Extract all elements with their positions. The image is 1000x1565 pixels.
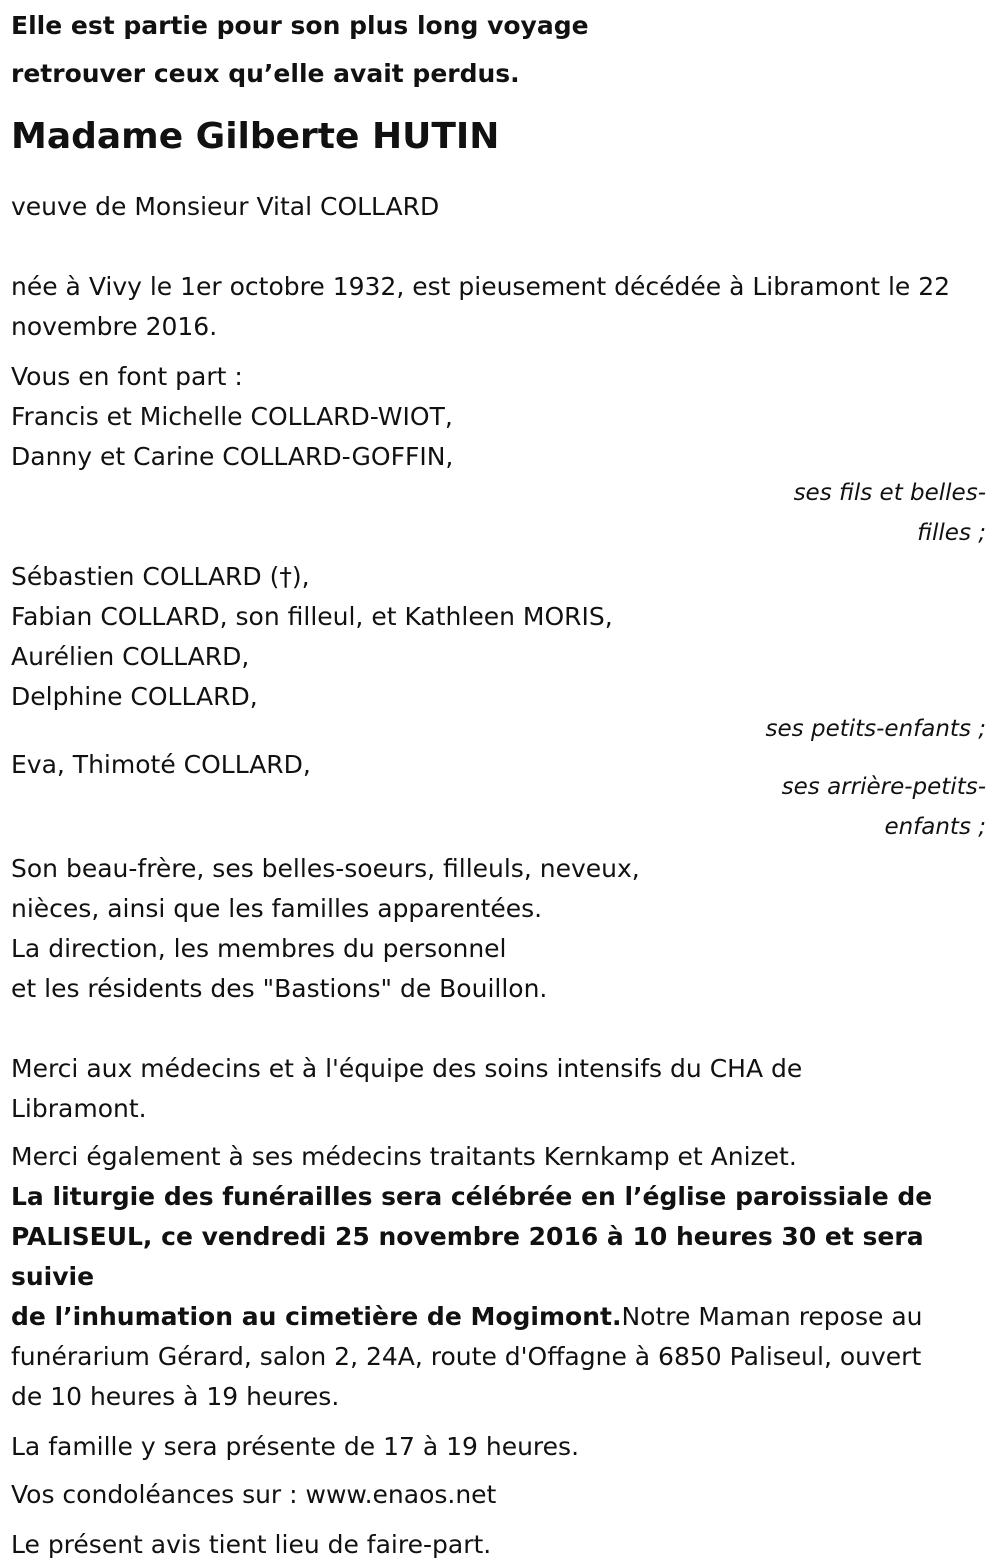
family-presence-line: La famille y sera présente de 17 à 19 heures. xyxy=(11,1432,580,1461)
funeral-line-4: funérarium Gérard, salon 2, 24A, route d'Offagne à 6850 Paliseul, ouvert xyxy=(11,1342,922,1371)
great-grandchildren-relation: ses arrière-petits- enfants ; xyxy=(781,774,986,840)
others-line: Son beau-frère, ses belles-soeurs, filleuls, neveux, xyxy=(11,854,640,883)
funeral-bold-line-1: La liturgie des funérailles sera célébrée en l’église paroissiale de xyxy=(11,1182,933,1211)
announce-line: Vous en font part : xyxy=(11,362,243,391)
birth-death-line-1: née à Vivy le 1er octobre 1932, est pieusement décédée à Libramont le 22 xyxy=(11,272,951,301)
grandchildren-relation: ses petits-enfants ; xyxy=(765,716,986,742)
great-grandchild-item: Eva, Thimoté COLLARD, xyxy=(11,750,311,779)
grandchild-item: Sébastien COLLARD (†), xyxy=(11,562,310,591)
funeral-paragraph xyxy=(11,1177,990,1417)
widow-line: veuve de Monsieur Vital COLLARD xyxy=(11,192,440,221)
others-line: La direction, les membres du personnel xyxy=(11,934,507,963)
thanks-paragraph-1: Merci aux médecins et à l'équipe des soins intensifs du CHA de Libramont. xyxy=(11,1054,803,1123)
intro-verse xyxy=(11,0,990,98)
grandchild-item: Aurélien COLLARD, xyxy=(11,642,250,671)
child-item: Danny et Carine COLLARD-GOFFIN, xyxy=(11,442,454,471)
intro-line-2: retrouver ceux qu’elle avait perdus. xyxy=(11,59,520,88)
others-block xyxy=(11,849,990,1009)
children-relation: ses fils et belles- filles ; xyxy=(793,480,986,546)
funeral-normal-line-3: Notre Maman repose au xyxy=(621,1302,923,1331)
birth-death-line-2: novembre 2016. xyxy=(11,312,218,341)
funeral-line-5: de 10 heures à 19 heures. xyxy=(11,1382,340,1411)
grandchild-item: Fabian COLLARD, son filleul, et Kathleen MORIS, xyxy=(11,602,613,631)
funeral-bold-line-2: PALISEUL, ce vendredi 25 novembre 2016 à 10 heures 30 et sera suivie xyxy=(11,1222,924,1291)
others-line: et les résidents des "Bastions" de Bouillon. xyxy=(11,974,548,1003)
others-line: nièces, ainsi que les familles apparentées. xyxy=(11,894,543,923)
children-block xyxy=(11,397,990,553)
great-grandchildren-block xyxy=(11,745,990,847)
grandchild-item: Delphine COLLARD, xyxy=(11,682,258,711)
birth-death-paragraph xyxy=(11,267,990,347)
thanks-paragraph-2: Merci également à ses médecins traitants Kernkamp et Anizet. xyxy=(11,1142,797,1171)
deceased-name: Madame Gilberte HUTIN xyxy=(11,116,500,157)
notice-line: Le présent avis tient lieu de faire-part. xyxy=(11,1530,492,1559)
condolences-line: Vos condoléances sur : www.enaos.net xyxy=(11,1480,497,1509)
child-item: Francis et Michelle COLLARD-WIOT, xyxy=(11,402,453,431)
grandchildren-block xyxy=(11,557,990,749)
intro-line-1: Elle est partie pour son plus long voyage xyxy=(11,11,589,40)
funeral-bold-line-3: de l’inhumation au cimetière de Mogimont. xyxy=(11,1302,622,1331)
